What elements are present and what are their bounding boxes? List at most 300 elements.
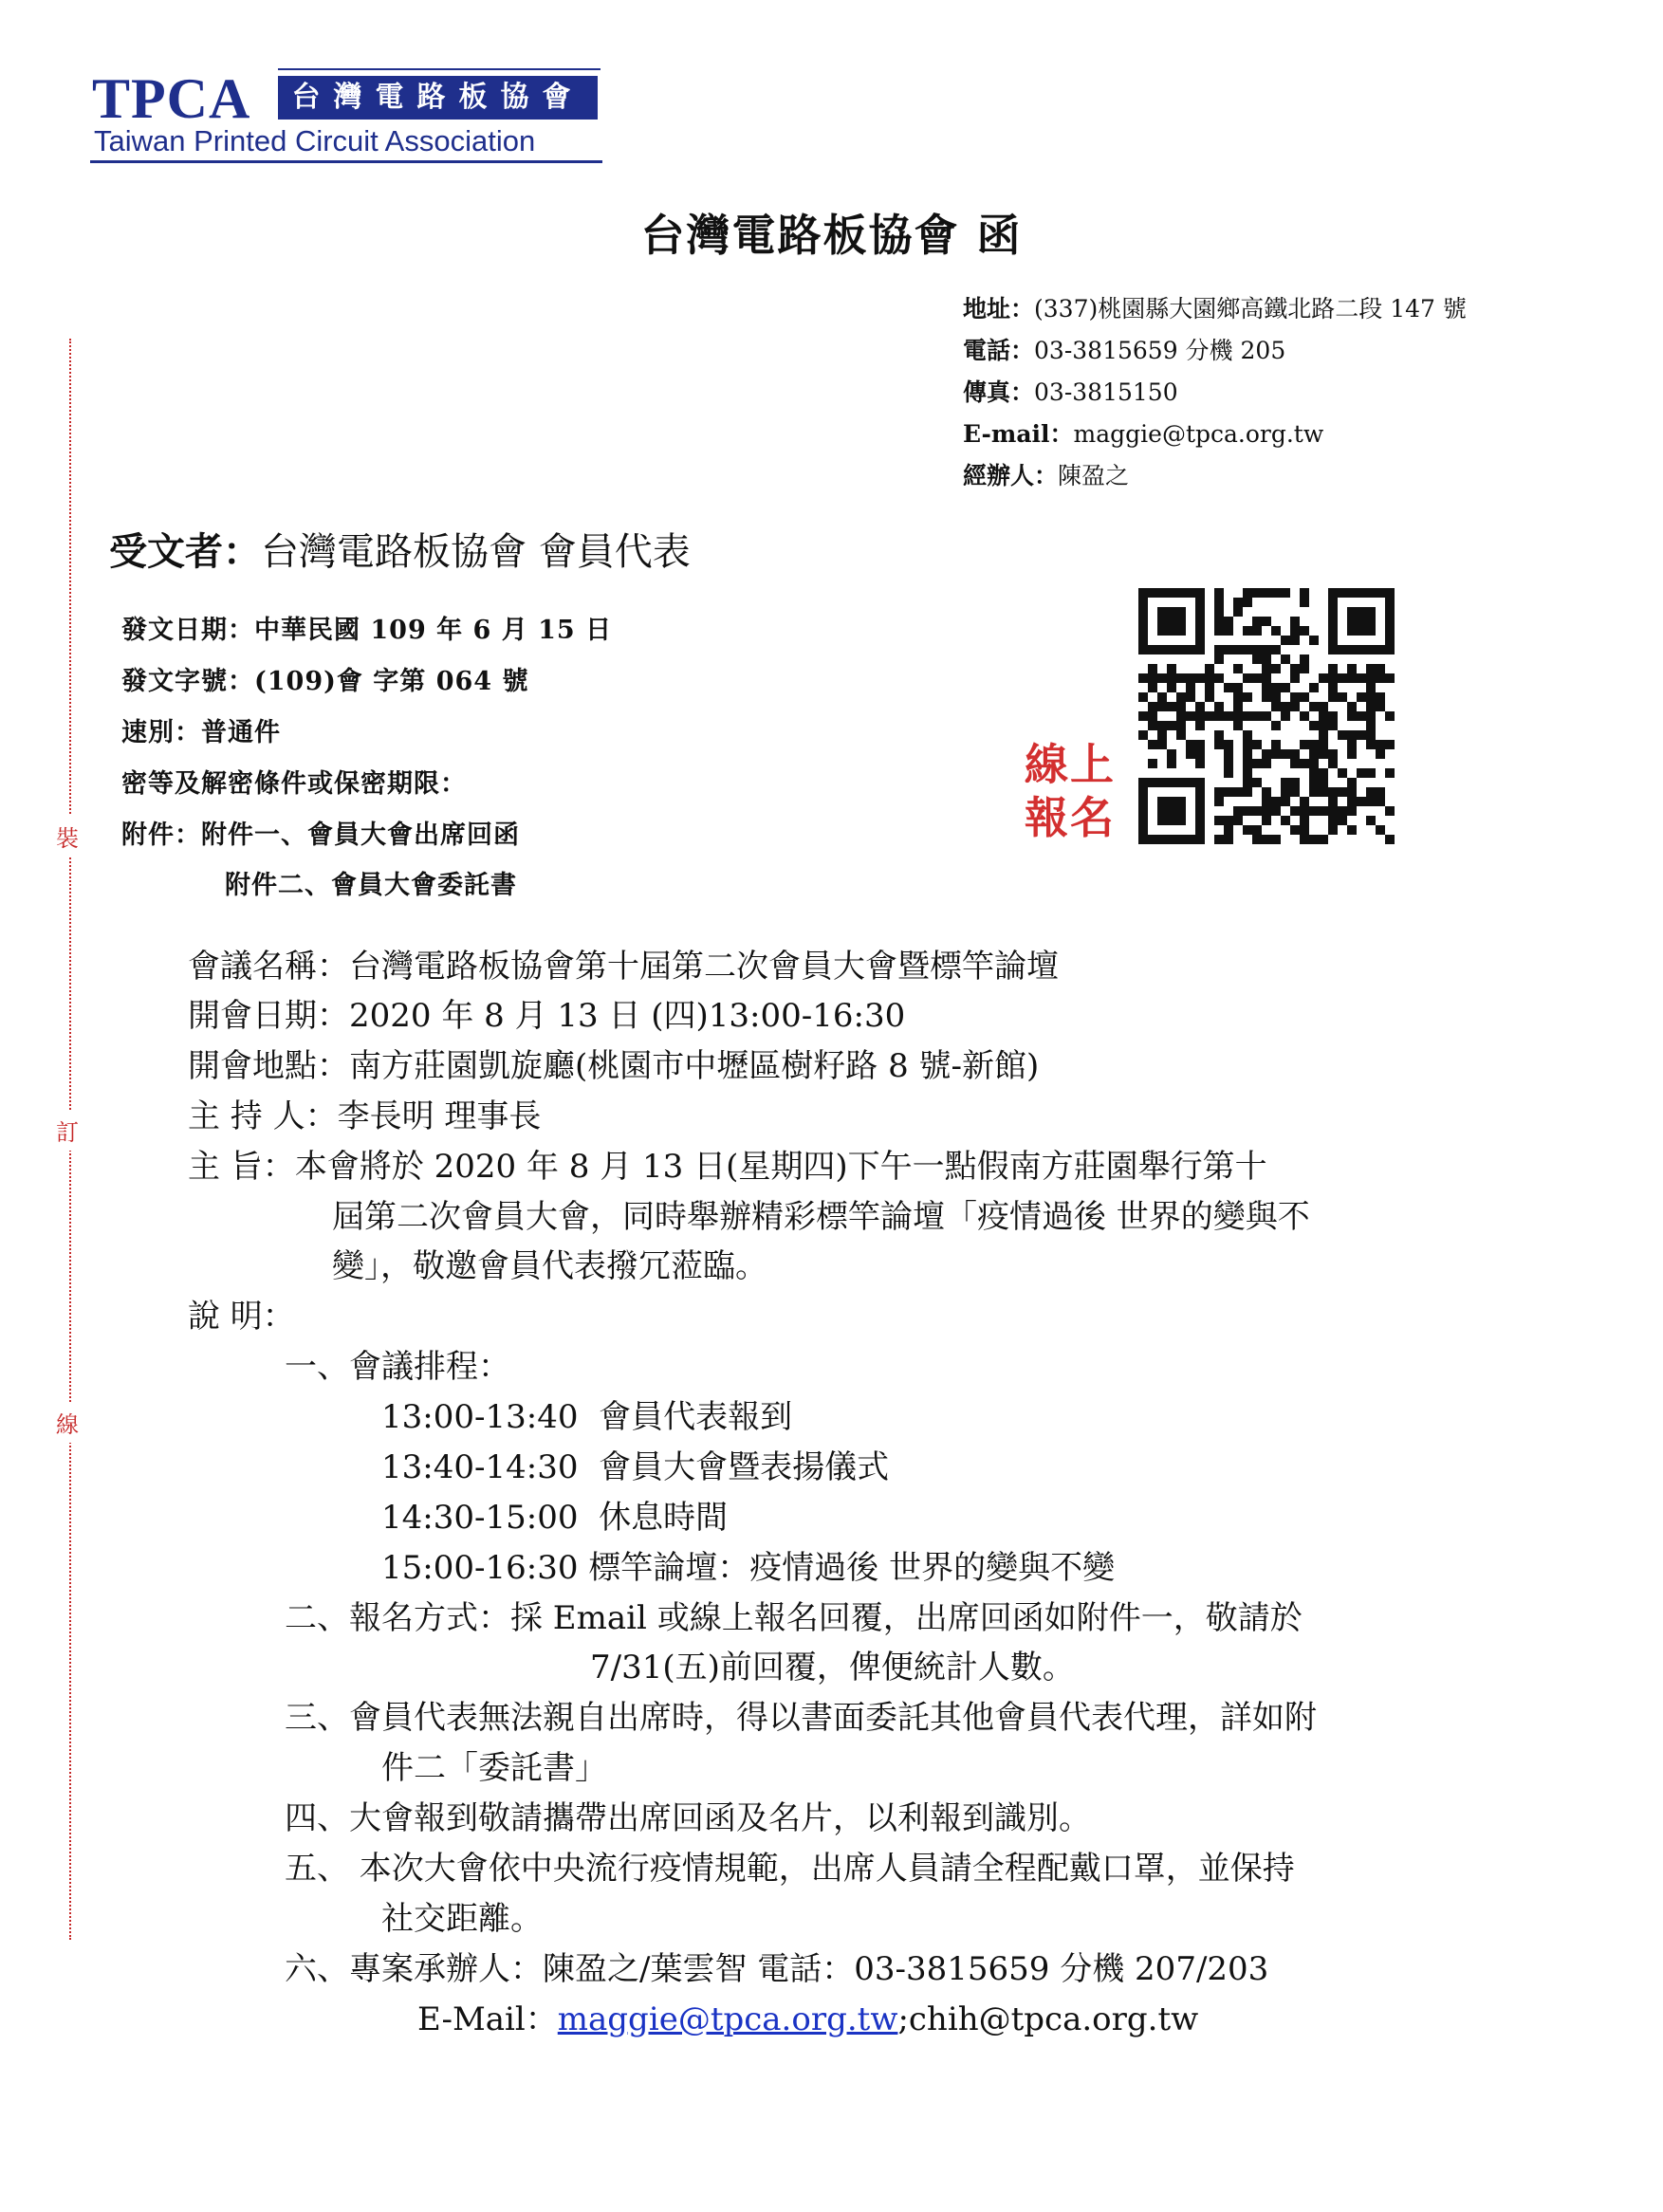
qr-module xyxy=(1214,598,1224,607)
qr-module xyxy=(1233,645,1243,654)
subject-label: 主 旨： xyxy=(188,1148,295,1186)
qr-module xyxy=(1195,636,1205,645)
qr-module xyxy=(1243,598,1252,607)
qr-module xyxy=(1385,806,1395,816)
qr-module xyxy=(1271,721,1281,730)
qr-module xyxy=(1385,598,1395,607)
qr-module xyxy=(1157,626,1167,636)
qr-module xyxy=(1376,740,1385,749)
qr-module xyxy=(1205,664,1214,673)
qr-module xyxy=(1385,740,1395,749)
qr-module xyxy=(1385,645,1395,654)
qr-module xyxy=(1167,626,1176,636)
qr-module xyxy=(1385,835,1395,844)
qr-module xyxy=(1243,768,1252,778)
qr-module xyxy=(1338,692,1347,702)
qr-module xyxy=(1195,740,1205,749)
contact-handler xyxy=(963,457,1129,491)
qr-module xyxy=(1338,816,1347,825)
qr-module xyxy=(1262,664,1271,673)
contact-address-value: (337)桃園縣大園鄉高鐵北路二段 147 號 xyxy=(1034,295,1467,323)
secrecy-level: 密等及解密條件或保密期限： xyxy=(121,769,467,799)
recipient xyxy=(109,522,691,576)
qr-module xyxy=(1195,598,1205,607)
qr-module xyxy=(1233,816,1243,825)
qr-module xyxy=(1243,740,1252,749)
qr-module xyxy=(1252,835,1262,844)
qr-module xyxy=(1319,721,1328,730)
qr-module xyxy=(1195,673,1205,683)
contact-fax xyxy=(963,374,1178,408)
qr-module xyxy=(1176,730,1186,740)
qr-module xyxy=(1271,749,1281,759)
qr-module xyxy=(1338,787,1347,797)
qr-module xyxy=(1385,768,1395,778)
qr-module xyxy=(1195,759,1205,768)
qr-module xyxy=(1195,816,1205,825)
qr-module xyxy=(1328,598,1338,607)
qr-module xyxy=(1224,683,1233,692)
qr-module xyxy=(1309,683,1319,692)
qr-module xyxy=(1262,683,1271,692)
qr-module xyxy=(1385,607,1395,617)
qr-module xyxy=(1319,749,1328,759)
qr-module xyxy=(1319,711,1328,721)
qr-module xyxy=(1148,740,1157,749)
schedule-desc: 休息時間 xyxy=(599,1499,729,1537)
qr-module xyxy=(1366,692,1376,702)
qr-module xyxy=(1290,664,1300,673)
qr-module xyxy=(1262,588,1271,598)
qr-module xyxy=(1233,787,1243,797)
qr-module xyxy=(1319,768,1328,778)
qr-module xyxy=(1271,806,1281,816)
binding-char-2: 訂 xyxy=(56,1110,79,1151)
qr-module xyxy=(1186,588,1195,598)
qr-module xyxy=(1328,645,1338,654)
qr-module xyxy=(1309,787,1319,797)
qr-module xyxy=(1252,759,1262,768)
meeting-host xyxy=(188,1097,541,1136)
qr-module xyxy=(1319,778,1328,787)
qr-module xyxy=(1290,692,1300,702)
qr-module xyxy=(1138,778,1148,787)
qr-module xyxy=(1357,768,1366,778)
online-registration-label xyxy=(1025,738,1129,844)
emails-rest: ;chih@tpca.org.tw xyxy=(897,2000,1199,2038)
qr-module xyxy=(1233,702,1243,711)
qr-module xyxy=(1157,835,1167,844)
qr-module xyxy=(1176,835,1186,844)
qr-module xyxy=(1243,645,1252,654)
qr-module xyxy=(1224,626,1233,636)
qr-module xyxy=(1195,626,1205,636)
qr-module xyxy=(1347,740,1357,749)
qr-module xyxy=(1281,787,1290,797)
qr-module xyxy=(1214,835,1224,844)
qr-module xyxy=(1338,806,1347,816)
contact-email-value: maggie@tpca.org.tw xyxy=(1073,420,1324,448)
schedule-desc: 會員代表報到 xyxy=(599,1398,793,1436)
qr-module xyxy=(1157,730,1167,740)
qr-module xyxy=(1328,692,1338,702)
qr-module xyxy=(1338,768,1347,778)
qr-module xyxy=(1138,711,1148,721)
qr-module xyxy=(1290,673,1300,683)
qr-module xyxy=(1176,702,1186,711)
qr-module xyxy=(1328,664,1338,673)
qr-module xyxy=(1300,759,1309,768)
subject-line-3: 變」，敬邀會員代表撥冗蒞臨。 xyxy=(332,1247,767,1285)
qr-module xyxy=(1252,778,1262,787)
qr-module xyxy=(1366,702,1376,711)
schedule-row xyxy=(381,1548,1115,1588)
qr-module xyxy=(1233,607,1243,617)
item-5-line-1: 五、 本次大會依中央流行疫情規範，出席人員請全程配戴口罩，並保持 xyxy=(285,1850,1295,1888)
qr-module xyxy=(1290,702,1300,711)
qr-module xyxy=(1309,778,1319,787)
qr-module xyxy=(1167,664,1176,673)
qr-module xyxy=(1195,711,1205,721)
qr-module xyxy=(1138,626,1148,636)
qr-module xyxy=(1148,673,1157,683)
qr-module xyxy=(1214,588,1224,598)
qr-module xyxy=(1347,673,1357,683)
qr-module xyxy=(1148,588,1157,598)
qr-module xyxy=(1262,797,1271,806)
qr-module xyxy=(1243,806,1252,816)
recipient-value: 台灣電路板協會 會員代表 xyxy=(261,530,691,574)
qr-module xyxy=(1281,654,1290,664)
qr-module xyxy=(1157,645,1167,654)
contact-address-label: 地址： xyxy=(963,295,1035,323)
qr-module xyxy=(1214,797,1224,806)
qr-module xyxy=(1186,673,1195,683)
qr-module xyxy=(1148,835,1157,844)
qr-module xyxy=(1224,759,1233,768)
qr-module xyxy=(1157,617,1167,626)
qr-module xyxy=(1300,797,1309,806)
qr-module xyxy=(1328,816,1338,825)
qr-module xyxy=(1195,607,1205,617)
qr-module xyxy=(1328,749,1338,759)
qr-module xyxy=(1138,787,1148,797)
qr-module xyxy=(1262,835,1271,844)
qr-module xyxy=(1328,759,1338,768)
qr-module xyxy=(1366,711,1376,721)
qr-module xyxy=(1385,711,1395,721)
qr-module xyxy=(1243,730,1252,740)
qr-module xyxy=(1319,806,1328,816)
qr-module xyxy=(1366,740,1376,749)
qr-module xyxy=(1148,664,1157,673)
qr-module xyxy=(1214,645,1224,654)
qr-module xyxy=(1243,711,1252,721)
qr-module xyxy=(1366,816,1376,825)
document-title: 台灣電路板協會 函 xyxy=(640,210,1023,261)
qr-module xyxy=(1167,835,1176,844)
qr-module xyxy=(1157,806,1167,816)
qr-module xyxy=(1195,797,1205,806)
qr-module xyxy=(1328,617,1338,626)
qr-module xyxy=(1309,702,1319,711)
qr-module xyxy=(1176,721,1186,730)
contact-phone-value: 03-3815659 分機 205 xyxy=(1034,337,1286,364)
qr-module xyxy=(1262,692,1271,702)
qr-module xyxy=(1357,711,1366,721)
qr-module xyxy=(1195,787,1205,797)
qr-module xyxy=(1366,617,1376,626)
contact-fax-label: 傳真： xyxy=(963,378,1035,406)
qr-module xyxy=(1300,711,1309,721)
contact-handler-value: 陳盈之 xyxy=(1058,462,1130,489)
qr-module xyxy=(1186,835,1195,844)
qr-module xyxy=(1309,759,1319,768)
qr-module xyxy=(1347,749,1357,759)
qr-module xyxy=(1357,626,1366,636)
qr-module xyxy=(1167,588,1176,598)
qr-module xyxy=(1186,740,1195,749)
qr-module xyxy=(1214,730,1224,740)
item-2-line-2: 7/31(五)前回覆，俾便統計人數。 xyxy=(590,1649,1075,1687)
qr-module xyxy=(1366,730,1376,740)
logo-abbr: TPCA xyxy=(92,67,251,130)
qr-module xyxy=(1300,740,1309,749)
qr-module xyxy=(1205,711,1214,721)
qr-module xyxy=(1319,740,1328,749)
qr-module xyxy=(1138,588,1148,598)
qr-module xyxy=(1300,598,1309,607)
qr-module xyxy=(1233,683,1243,692)
qr-module xyxy=(1281,797,1290,806)
contact-emails xyxy=(417,2000,1198,2039)
qr-module xyxy=(1157,778,1167,787)
qr-module xyxy=(1300,626,1309,636)
qr-module xyxy=(1195,645,1205,654)
qr-label-line2: 報名 xyxy=(1025,792,1116,843)
qr-module xyxy=(1224,749,1233,759)
qr-module xyxy=(1148,721,1157,730)
qr-module xyxy=(1167,816,1176,825)
qr-module xyxy=(1233,692,1243,702)
qr-module xyxy=(1385,626,1395,636)
meeting-place: 開會地點：南方莊園凱旋廳(桃園市中壢區樹籽路 8 號-新館) xyxy=(188,1047,1040,1085)
qr-module xyxy=(1167,645,1176,654)
qr-label-line1: 線上 xyxy=(1025,739,1116,790)
item-5-line-2: 社交距離。 xyxy=(381,1900,543,1938)
qr-module xyxy=(1328,806,1338,816)
qr-module xyxy=(1186,692,1195,702)
qr-module xyxy=(1252,825,1262,835)
qr-module xyxy=(1347,797,1357,806)
qr-module xyxy=(1243,787,1252,797)
qr-module xyxy=(1195,835,1205,844)
qr-module xyxy=(1281,702,1290,711)
qr-module xyxy=(1176,797,1186,806)
qr-module xyxy=(1290,806,1300,816)
qr-module xyxy=(1243,778,1252,787)
qr-module xyxy=(1300,816,1309,825)
qr-module xyxy=(1271,740,1281,749)
qr-module xyxy=(1376,588,1385,598)
qr-module xyxy=(1290,825,1300,835)
qr-module xyxy=(1233,721,1243,730)
qr-module xyxy=(1328,825,1338,835)
qr-module xyxy=(1319,702,1328,711)
qr-module xyxy=(1347,626,1357,636)
qr-module xyxy=(1357,645,1366,654)
qr-module xyxy=(1148,778,1157,787)
qr-module xyxy=(1214,626,1224,636)
qr-module xyxy=(1271,692,1281,702)
qr-module xyxy=(1357,797,1366,806)
qr-module xyxy=(1338,730,1347,740)
qr-module xyxy=(1224,825,1233,835)
qr-module xyxy=(1138,673,1148,683)
qr-module xyxy=(1224,768,1233,778)
contact-phone xyxy=(963,332,1285,366)
qr-module xyxy=(1138,730,1148,740)
qr-module xyxy=(1366,607,1376,617)
qr-module xyxy=(1138,607,1148,617)
qr-module xyxy=(1366,797,1376,806)
qr-module xyxy=(1214,787,1224,797)
host-value: 李長明 理事長 xyxy=(337,1097,542,1135)
qr-module xyxy=(1347,806,1357,816)
qr-module xyxy=(1252,645,1262,654)
item-3-line-1: 三、會員代表無法親自出席時，得以書面委託其他會員代表代理，詳如附 xyxy=(285,1699,1317,1737)
qr-module xyxy=(1176,711,1186,721)
schedule-row xyxy=(381,1397,792,1437)
qr-module xyxy=(1138,617,1148,626)
qr-module xyxy=(1138,816,1148,825)
host-label: 主 持 人： xyxy=(188,1097,338,1135)
qr-module xyxy=(1252,626,1262,636)
qr-module xyxy=(1357,673,1366,683)
qr-module xyxy=(1233,806,1243,816)
qr-module xyxy=(1300,806,1309,816)
qr-module xyxy=(1214,711,1224,721)
qr-module xyxy=(1157,673,1167,683)
qr-module xyxy=(1243,626,1252,636)
qr-module xyxy=(1300,588,1309,598)
qr-module xyxy=(1271,645,1281,654)
schedule-time: 13:00-13:40 xyxy=(381,1398,579,1436)
qr-module xyxy=(1357,607,1366,617)
qr-module xyxy=(1224,740,1233,749)
qr-module xyxy=(1167,673,1176,683)
qr-module xyxy=(1319,673,1328,683)
qr-module xyxy=(1328,711,1338,721)
schedule-desc: 標竿論壇：疫情過後 世界的變與不變 xyxy=(588,1549,1116,1587)
qr-module xyxy=(1157,740,1167,749)
qr-module xyxy=(1281,711,1290,721)
tpca-logo xyxy=(90,65,607,167)
subject-text-1: 本會將於 2020 年 8 月 13 日(星期四)下午一點假南方莊園舉行第十 xyxy=(294,1148,1267,1186)
qr-module xyxy=(1167,721,1176,730)
qr-module xyxy=(1376,825,1385,835)
qr-module xyxy=(1195,806,1205,816)
qr-module xyxy=(1167,797,1176,806)
schedule-time: 15:00-16:30 xyxy=(381,1549,579,1587)
qr-module xyxy=(1357,617,1366,626)
qr-module xyxy=(1176,626,1186,636)
qr-module xyxy=(1243,759,1252,768)
item-6: 六、專案承辦人：陳盈之/葉雲智 電話：03-3815659 分機 207/203 xyxy=(285,1950,1269,1988)
qr-module xyxy=(1148,645,1157,654)
qr-module xyxy=(1176,645,1186,654)
registration-qr-code[interactable] xyxy=(1138,588,1395,844)
qr-module xyxy=(1309,740,1319,749)
logo-top-rule xyxy=(278,68,601,70)
explanation-label: 說 明： xyxy=(188,1298,295,1336)
qr-module xyxy=(1271,683,1281,692)
qr-module xyxy=(1233,711,1243,721)
qr-module xyxy=(1376,702,1385,711)
qr-module xyxy=(1157,607,1167,617)
qr-module xyxy=(1214,702,1224,711)
qr-module xyxy=(1195,749,1205,759)
qr-module xyxy=(1290,778,1300,787)
qr-module xyxy=(1167,778,1176,787)
qr-module xyxy=(1347,730,1357,740)
qr-module xyxy=(1309,749,1319,759)
contact-email xyxy=(963,415,1323,450)
contact-address xyxy=(963,290,1467,324)
qr-module xyxy=(1290,617,1300,626)
qr-module xyxy=(1252,711,1262,721)
meeting-name: 會議名稱：台灣電路板協會第十屆第二次會員大會暨標竿論壇 xyxy=(188,948,1059,986)
emails-label: E-Mail： xyxy=(417,2000,558,2038)
issue-date: 發文日期：中華民國 109 年 6 月 15 日 xyxy=(121,616,613,645)
qr-module xyxy=(1167,617,1176,626)
qr-module xyxy=(1262,787,1271,797)
qr-module xyxy=(1262,654,1271,664)
schedule-row xyxy=(381,1447,889,1487)
qr-module xyxy=(1224,787,1233,797)
qr-module xyxy=(1214,740,1224,749)
maggie-email-link[interactable]: maggie@tpca.org.tw xyxy=(557,2000,898,2038)
binding-char-3: 線 xyxy=(56,1402,79,1443)
qr-module xyxy=(1357,692,1366,702)
qr-module xyxy=(1186,778,1195,787)
qr-module xyxy=(1224,835,1233,844)
qr-module xyxy=(1176,588,1186,598)
qr-module xyxy=(1243,749,1252,759)
qr-module xyxy=(1328,588,1338,598)
qr-module xyxy=(1366,664,1376,673)
qr-module xyxy=(1214,617,1224,626)
qr-module xyxy=(1357,730,1366,740)
qr-module xyxy=(1366,787,1376,797)
qr-module xyxy=(1376,664,1385,673)
qr-module xyxy=(1347,607,1357,617)
qr-module xyxy=(1281,749,1290,759)
qr-module xyxy=(1300,654,1309,664)
qr-module xyxy=(1138,825,1148,835)
qr-module xyxy=(1328,721,1338,730)
qr-module xyxy=(1176,806,1186,816)
qr-module xyxy=(1157,702,1167,711)
qr-module xyxy=(1205,692,1214,702)
qr-module xyxy=(1319,787,1328,797)
qr-module xyxy=(1195,617,1205,626)
qr-module xyxy=(1281,588,1290,598)
qr-module xyxy=(1347,588,1357,598)
qr-module xyxy=(1224,711,1233,721)
qr-module xyxy=(1347,645,1357,654)
qr-module xyxy=(1195,702,1205,711)
